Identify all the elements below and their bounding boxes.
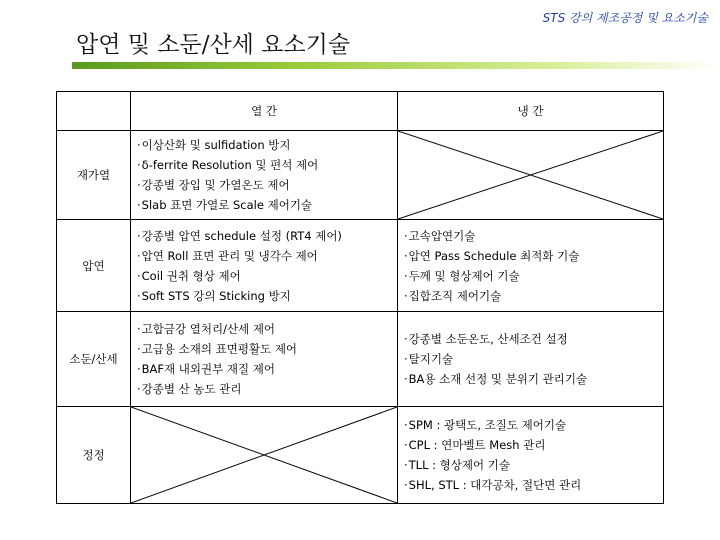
column-header-cold: 냉 간 <box>398 92 664 131</box>
list-item: · 고속압연기술 <box>404 226 663 246</box>
slide-caption: STS 강의 제조공정 및 요소기술 <box>542 11 708 25</box>
list-item: · 강종별 장입 및 가열온도 제어 <box>137 175 397 195</box>
list-item: · 집합조직 제어기술 <box>404 286 663 306</box>
list-item: · SPM : 광택도, 조질도 제어기술 <box>404 415 663 435</box>
list-item: · TLL : 형상제어 기술 <box>404 455 663 475</box>
table-row-annealing-pickling <box>57 312 664 407</box>
page-title: 압연 및 소둔/산세 요소기술 <box>76 32 351 58</box>
list-item: · 강종별 산 농도 관리 <box>137 379 397 399</box>
list-item: · 강종별 압연 schedule 설정 (RT4 제어) <box>137 226 397 246</box>
list-item: · Slab 표면 가열로 Scale 제어기술 <box>137 195 397 215</box>
cold-rolling-cell <box>398 312 664 407</box>
list-item: · BA용 소재 선정 및 분위기 관리기술 <box>404 369 663 389</box>
hot-rolling-cell <box>131 131 398 220</box>
list-item: · BAF재 내외권부 재질 제어 <box>137 359 397 379</box>
not-applicable-cell <box>131 407 398 504</box>
table-row-rolling <box>57 220 664 312</box>
table-corner-cell <box>57 92 131 131</box>
list-item: · 압연 Roll 표면 관리 및 냉각수 제어 <box>137 246 397 266</box>
cold-rolling-cell <box>398 220 664 312</box>
row-label: 소둔/산세 <box>57 312 131 407</box>
cross-out-icon <box>131 407 397 503</box>
row-label: 압연 <box>57 220 131 312</box>
list-item: · 압연 Pass Schedule 최적화 기술 <box>404 246 663 266</box>
list-item: · 두께 및 형상제어 기술 <box>404 266 663 286</box>
list-item: · δ-ferrite Resolution 및 편석 제어 <box>137 155 397 175</box>
list-item: · 강종별 소둔온도, 산세조건 설정 <box>404 329 663 349</box>
not-applicable-cell <box>398 131 664 220</box>
list-item: · 고급용 소재의 표면평활도 제어 <box>137 339 397 359</box>
title-underline-bar <box>72 62 720 69</box>
cold-rolling-cell <box>398 407 664 504</box>
list-item: · 고합금강 열처리/산세 제어 <box>137 319 397 339</box>
cross-out-icon <box>398 131 663 219</box>
list-item: · Soft STS 강의 Sticking 방지 <box>137 286 397 306</box>
list-item: · Coil 권취 형상 제어 <box>137 266 397 286</box>
hot-rolling-cell <box>131 220 398 312</box>
process-technology-table <box>56 91 664 504</box>
list-item: · 탈지기술 <box>404 349 663 369</box>
hot-rolling-cell <box>131 312 398 407</box>
table-row-finishing <box>57 407 664 504</box>
list-item: · SHL, STL : 대각공차, 절단면 관리 <box>404 475 663 495</box>
list-item: · 이상산화 및 sulfidation 방지 <box>137 135 397 155</box>
row-label: 재가열 <box>57 131 131 220</box>
table-row-reheating <box>57 131 664 220</box>
row-label: 정정 <box>57 407 131 504</box>
list-item: · CPL : 연마벨트 Mesh 관리 <box>404 435 663 455</box>
column-header-hot: 열 간 <box>131 92 398 131</box>
